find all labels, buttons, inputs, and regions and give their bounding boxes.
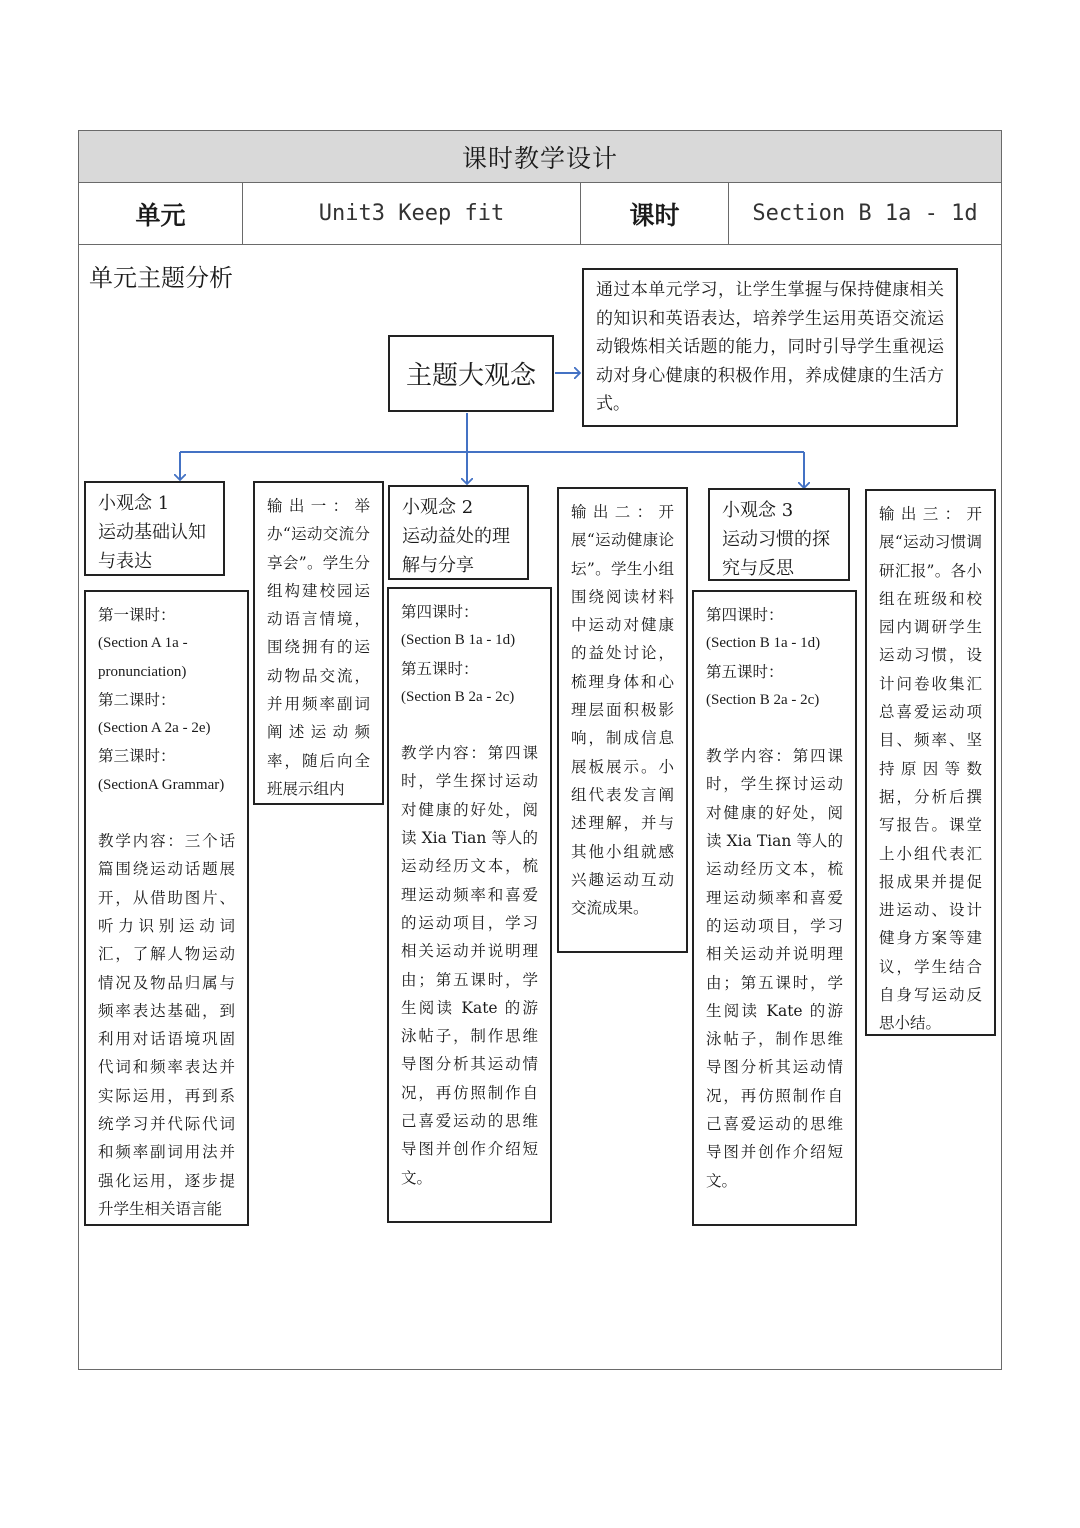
output-3-box: 输出三：开展“运动习惯调研汇报”。各小组在班级和校园内调研学生运动习惯，设计问卷收集汇总喜爱运动项目、频率、坚持原因等数据，分析后撰写报告。课堂上小组代表汇报成果并提促进运动、设计健身方案等建议，学生结合自身写运动反思小结。: [865, 489, 996, 1036]
lesson-section: (Section A 1a - pronunciation): [98, 635, 188, 680]
lesson-section: (Section B 2a - 2c): [401, 688, 515, 705]
concept-2-title: 小观念 2: [402, 497, 474, 518]
teaching-content: 教学内容：三个话篇围绕运动话题展开，从借助图片、听力识别运动词汇，了解人物运动情况及物品归属与频率表达基础，到利用对话语境巩固代词和频率表达并实际运用，再到系统学习并代际代词和频率副词用法并强化运用，逐步提升学生相关语言能: [98, 832, 235, 1218]
lesson-label: 第二课时：: [98, 690, 176, 709]
big-concept-description: 通过本单元学习，让学生掌握与保持健康相关的知识和英语表达，培养学生运用英语交流运动锻炼相关话题的能力，同时引导学生重视运动对身心健康的积极作用，养成健康的生活方式。: [582, 268, 958, 427]
lesson-section: (SectionA Grammar): [98, 776, 225, 793]
concept-1-lessons: [84, 590, 249, 1226]
concept-2-box: [388, 485, 529, 580]
teaching-content: 教学内容：第四课时，学生探讨运动对健康的好处，阅读 Xia Tian 等人的运动经历文本，梳理运动频率和喜爱的运动项目，学习相关运动并说明理由；第五课时，学生阅读 Kate 的游 泳帖子，制作思维导图分析其运动情况，再仿照制作自己喜爱运动的思维导图并创作介绍短文。: [706, 747, 843, 1190]
lesson-label: 第五课时：: [706, 662, 784, 681]
teaching-content: 教学内容：第四课时，学生探讨运动对健康的好处，阅读 Xia Tian 等人的运动经历文本，梳理运动频率和喜爱的运动项目，学习相关运动并说明理由；第五课时，学生阅读 Kate 的游 泳帖子，制作思维导图分析其运动情况，再仿照制作自己喜爱运动的思维导图并创作介绍短文。: [401, 744, 538, 1187]
concept-1-title: 小观念 1: [98, 493, 170, 514]
section-title: 单元主题分析: [89, 264, 233, 292]
lesson-label: 第三课时：: [98, 747, 176, 766]
lesson-label: 第四课时：: [401, 603, 479, 621]
table-title: 课时教学设计: [79, 131, 1001, 183]
concept-3-title: 小观念 3: [722, 500, 794, 521]
lesson-label: 第五课时：: [401, 659, 479, 678]
lesson-label: 第一课时：: [98, 606, 176, 624]
concept-3-box: [708, 488, 850, 581]
big-concept-box: 主题大观念: [388, 335, 554, 412]
lesson-label: 课时: [581, 183, 729, 244]
concept-3-name: 运动习惯的探究与反思: [722, 529, 830, 579]
lesson-section: (Section A 2a - 2e): [98, 720, 211, 737]
lesson-section: (Section B 2a - 2c): [706, 691, 820, 708]
concept-2-name: 运动益处的理解与分享: [402, 526, 510, 576]
lesson-section: (Section B 1a - 1d): [401, 632, 516, 649]
lesson-label: 第四课时：: [706, 606, 784, 624]
output-2-box: 输出二：开展“运动健康论坛”。学生小组围绕阅读材料中运动对健康的益处讨论，梳理身体和心理层面积极影响，制成信息展板展示。小组代表发言阐述理解，并与其他小组就感兴趣运动互动交流成果。: [557, 487, 688, 953]
unit-value: Unit3 Keep fit: [243, 183, 581, 244]
lesson-value: Section B 1a - 1d: [752, 201, 978, 226]
output-1-box: 输出一：举办“运动交流分享会”。学生分组构建校园运动语言情境，围绕拥有的运动物品交流，并用频率副词阐述运动频率，随后向全班展示组内: [253, 481, 384, 805]
concept-3-lessons: [692, 590, 857, 1226]
concept-1-box: [84, 481, 225, 576]
lesson-section: (Section B 1a - 1d): [706, 635, 821, 652]
unit-label: 单元: [79, 183, 243, 244]
concept-2-lessons: [387, 587, 552, 1223]
concept-1-name: 运动基础认知与表达: [98, 522, 206, 572]
